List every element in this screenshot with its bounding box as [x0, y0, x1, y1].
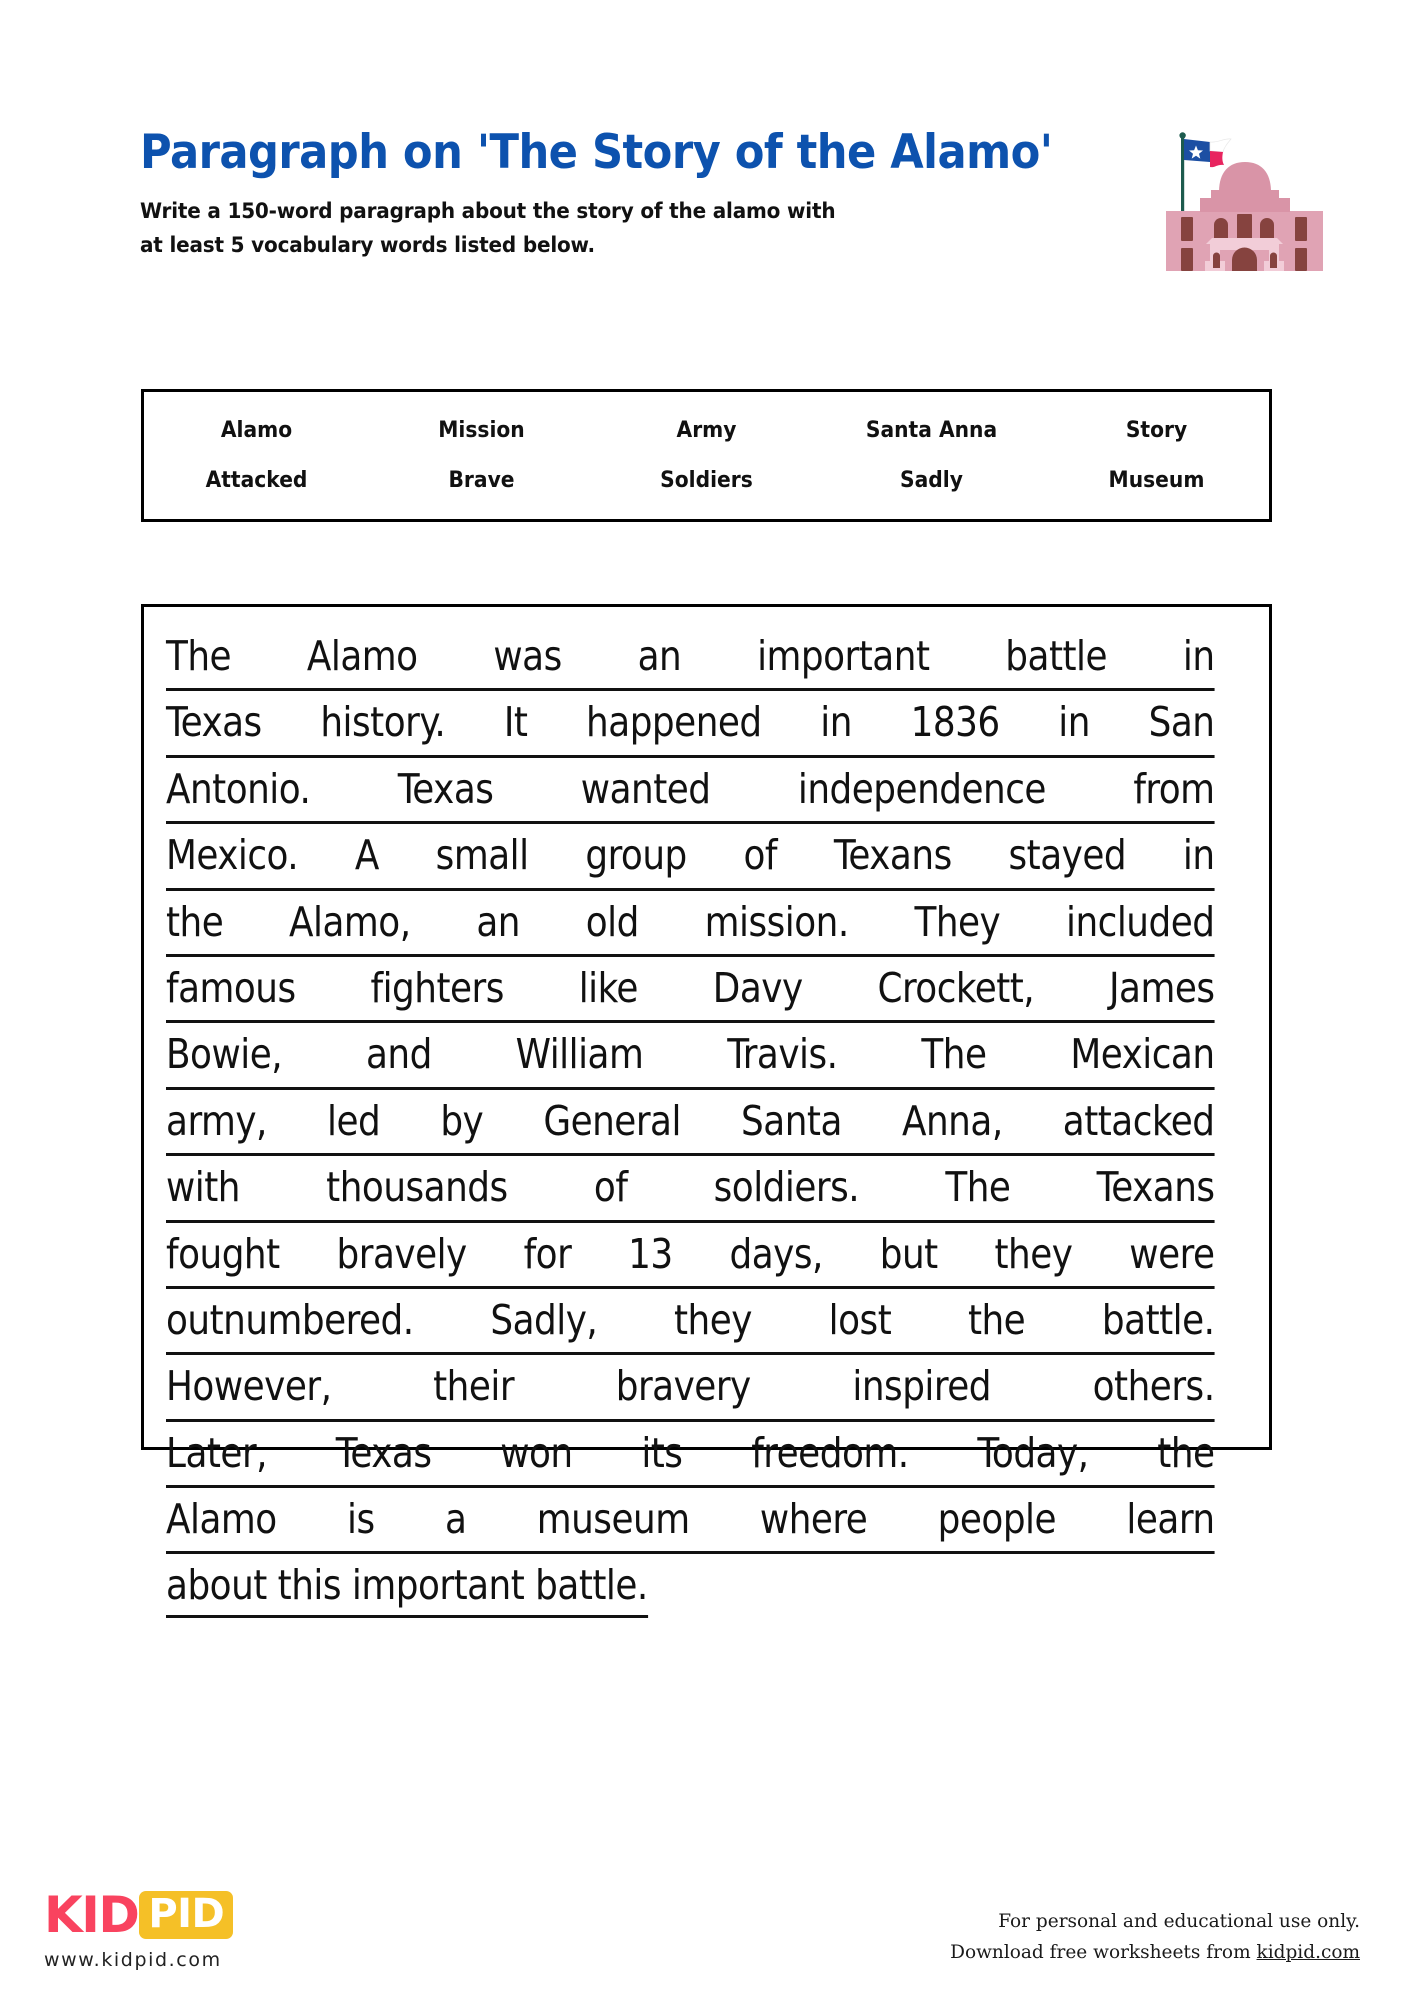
- answer-word: battle.: [1101, 1295, 1215, 1344]
- answer-word: in: [1182, 831, 1215, 880]
- answer-word: an: [476, 897, 520, 946]
- answer-word: group: [585, 831, 687, 880]
- answer-word: Texas: [397, 764, 494, 813]
- answer-word: they: [674, 1295, 752, 1344]
- answer-word: by: [440, 1096, 484, 1145]
- answer-word: the: [1157, 1428, 1215, 1477]
- answer-line[interactable]: [166, 957, 1215, 1023]
- answer-line[interactable]: [166, 1554, 1215, 1617]
- answer-word: Mexico.: [166, 831, 299, 880]
- footer-note-line-1: For personal and educational use only.: [998, 1911, 1360, 1932]
- answer-line[interactable]: [166, 691, 1215, 757]
- answer-line[interactable]: [166, 1289, 1215, 1355]
- answer-line[interactable]: [166, 1223, 1215, 1289]
- answer-word: The: [166, 632, 232, 680]
- footer-note-prefix: Download free worksheets from: [950, 1942, 1257, 1964]
- answer-word: days,: [729, 1229, 823, 1278]
- answer-word: won: [500, 1428, 573, 1477]
- answer-word: happened: [586, 698, 762, 747]
- page-title: Paragraph on 'The Story of the Alamo': [140, 125, 1053, 180]
- answer-line[interactable]: [166, 1156, 1215, 1222]
- answer-word: army,: [166, 1096, 267, 1145]
- answer-word: Travis.: [727, 1030, 838, 1079]
- logo-text-pid: PID: [139, 1891, 233, 1939]
- answer-word: like: [578, 963, 638, 1012]
- vocabulary-word: Army: [676, 416, 737, 443]
- answer-word: battle: [1005, 632, 1108, 680]
- answer-word: the: [166, 897, 224, 946]
- instruction-line-2: at least 5 vocabulary words listed below.: [140, 232, 595, 258]
- answer-word: Sadly,: [490, 1295, 598, 1344]
- kidpid-link[interactable]: kidpid.com: [1256, 1942, 1360, 1964]
- answer-word: the: [967, 1295, 1026, 1344]
- answer-word: people: [937, 1495, 1057, 1544]
- kidpid-logo: [44, 1888, 233, 1971]
- answer-word: 13: [628, 1229, 673, 1278]
- answer-word: Alamo,: [289, 897, 411, 946]
- answer-word: important: [757, 632, 930, 680]
- answer-word: others.: [1092, 1362, 1215, 1411]
- answer-word: where: [759, 1495, 868, 1544]
- vocabulary-word: Santa Anna: [865, 416, 998, 443]
- answer-word: San: [1148, 698, 1215, 747]
- answer-word: learn: [1126, 1495, 1215, 1544]
- answer-word: led: [326, 1096, 381, 1145]
- footer-usage-note: [950, 1906, 1360, 1969]
- answer-word: independence: [797, 764, 1046, 813]
- alamo-building-icon: [1152, 128, 1337, 288]
- vocabulary-row-1: [144, 405, 1269, 455]
- logo-website-url: www.kidpid.com: [44, 1949, 222, 1971]
- answer-line[interactable]: [166, 625, 1215, 691]
- logo-text-kid: KID: [44, 1886, 139, 1944]
- answer-word: small: [435, 831, 529, 880]
- answer-word: of: [593, 1163, 628, 1212]
- vocabulary-word: Mission: [438, 416, 525, 443]
- vocabulary-word: Museum: [1108, 466, 1205, 493]
- answer-word: mission.: [704, 897, 849, 946]
- answer-word: Crockett,: [877, 963, 1035, 1012]
- answer-word: General: [543, 1096, 681, 1145]
- answer-line[interactable]: [166, 1355, 1215, 1421]
- answer-line[interactable]: [166, 1488, 1215, 1554]
- answer-word: with: [166, 1163, 240, 1212]
- logo-mark: [44, 1888, 233, 1942]
- vocabulary-word: Soldiers: [660, 466, 753, 493]
- vocabulary-row-2: [144, 455, 1269, 505]
- answer-word: Anna,: [902, 1096, 1003, 1145]
- answer-word: bravely: [336, 1229, 467, 1278]
- instructions: [140, 195, 1070, 262]
- answer-word: they: [994, 1229, 1073, 1278]
- vocabulary-word: Brave: [448, 466, 515, 493]
- answer-word: The: [945, 1163, 1011, 1212]
- answer-word: William: [515, 1030, 644, 1079]
- answer-line[interactable]: [166, 758, 1215, 824]
- footer-note-line-2: [950, 1937, 1360, 1968]
- answer-word: Antonio.: [166, 764, 311, 813]
- answer-line[interactable]: [166, 824, 1215, 890]
- answer-writing-box[interactable]: [141, 604, 1272, 1610]
- answer-word: attacked: [1062, 1096, 1215, 1145]
- answer-word: in: [820, 698, 852, 747]
- answer-word: bravery: [615, 1362, 751, 1411]
- answer-word: fought: [166, 1229, 280, 1278]
- vocabulary-word: Sadly: [900, 466, 963, 493]
- answer-word: and: [365, 1030, 432, 1079]
- answer-word: Texas: [166, 698, 262, 747]
- answer-word: for: [523, 1229, 572, 1278]
- answer-word: museum: [536, 1495, 690, 1544]
- answer-word: but: [879, 1229, 938, 1278]
- answer-word: were: [1129, 1229, 1215, 1278]
- answer-line[interactable]: [166, 1090, 1215, 1156]
- worksheet-header: [140, 125, 1140, 262]
- answer-word: famous: [166, 963, 296, 1012]
- vocabulary-word: Attacked: [205, 466, 308, 493]
- answer-word: about this important battle.: [166, 1554, 648, 1617]
- answer-word: Davy: [712, 963, 803, 1012]
- answer-word: a: [444, 1495, 467, 1544]
- answer-word: was: [493, 632, 562, 680]
- answer-word: thousands: [326, 1163, 508, 1212]
- answer-word: A: [354, 831, 379, 880]
- answer-word: wanted: [580, 764, 711, 813]
- answer-word: James: [1108, 963, 1215, 1012]
- answer-word: soldiers.: [713, 1163, 860, 1212]
- answer-word: freedom.: [751, 1428, 909, 1477]
- answer-word: Bowie,: [166, 1030, 283, 1079]
- answer-word: their: [433, 1362, 515, 1411]
- answer-line[interactable]: [166, 1023, 1215, 1089]
- answer-word: It: [503, 698, 528, 747]
- answer-word: Later,: [166, 1428, 268, 1477]
- answer-word: outnumbered.: [166, 1295, 414, 1344]
- answer-word: Alamo: [306, 632, 418, 680]
- answer-word: an: [637, 632, 682, 680]
- answer-word: history.: [320, 698, 446, 747]
- instruction-line-1: Write a 150-word paragraph about the story of the alamo with: [140, 199, 836, 225]
- answer-word: inspired: [852, 1362, 992, 1411]
- answer-word: However,: [166, 1362, 332, 1411]
- answer-word: in: [1182, 632, 1215, 680]
- answer-word: Mexican: [1070, 1030, 1215, 1079]
- answer-word: its: [641, 1428, 683, 1477]
- answer-word: Texas: [335, 1428, 432, 1477]
- vocabulary-word: Alamo: [220, 416, 293, 443]
- vocabulary-word-box: [141, 389, 1272, 522]
- answer-word: fighters: [370, 963, 504, 1012]
- answer-word: of: [743, 831, 778, 880]
- answer-line[interactable]: [166, 891, 1215, 957]
- answer-word: The: [921, 1030, 987, 1079]
- answer-word: included: [1066, 897, 1215, 946]
- answer-line[interactable]: [166, 1422, 1215, 1488]
- answer-word: Alamo: [166, 1495, 277, 1544]
- vocabulary-word: Story: [1125, 416, 1188, 443]
- answer-word: old: [585, 897, 639, 946]
- answer-word: in: [1058, 698, 1090, 747]
- answer-word: Today,: [977, 1428, 1089, 1477]
- answer-word: They: [914, 897, 1001, 946]
- answer-word: Santa: [741, 1096, 842, 1145]
- answer-word: Texans: [833, 831, 952, 880]
- answer-word: lost: [828, 1295, 892, 1344]
- answer-word: is: [346, 1495, 375, 1544]
- answer-word: 1836: [910, 698, 1000, 747]
- answer-word: from: [1133, 764, 1215, 813]
- answer-word: stayed: [1008, 831, 1127, 880]
- answer-word: Texans: [1096, 1163, 1215, 1212]
